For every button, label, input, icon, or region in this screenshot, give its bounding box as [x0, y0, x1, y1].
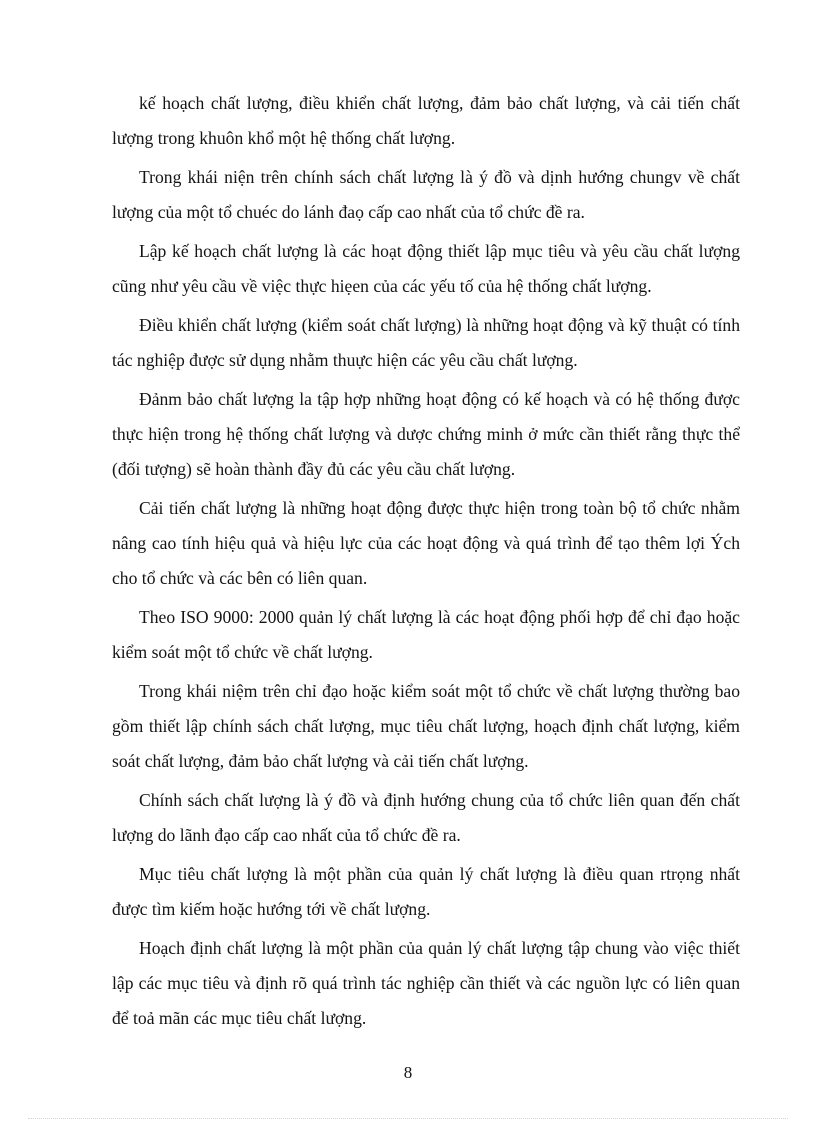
- body-text: [112, 86, 740, 1040]
- paragraph: Điều khiển chất lượng (kiểm soát chất lượng) là những hoạt động và kỹ thuật có tính tác nghiệp được sử dụng nhằm thuực hiện các yêu cầu chất lượng.: [112, 315, 740, 370]
- page-bottom-edge: [28, 1118, 788, 1119]
- paragraph: Hoạch định chất lượng là một phần của quản lý chất lượng tập chung vào việc thiết lập các mục tiêu và định rõ quá trình tác nghiệp cần thiết và các nguồn lực có liên quan để toả mãn các mục tiêu chất lượng.: [112, 938, 740, 1028]
- page-number: 8: [403, 1063, 413, 1082]
- paragraph: Mục tiêu chất lượng là một phần của quản lý chất lượng là điều quan rtrọng nhất được tìm kiếm hoặc hướng tới về chất lượng.: [112, 864, 740, 919]
- paragraph: Chính sách chất lượng là ý đồ và định hướng chung của tổ chức liên quan đến chất lượng do lãnh đạo cấp cao nhất của tổ chức đề ra.: [112, 790, 740, 845]
- paragraph: kế hoạch chất lượng, điều khiển chất lượng, đảm bảo chất lượng, và cải tiến chất lượng trong khuôn khổ một hệ thống chất lượng.: [112, 93, 740, 148]
- paragraph: Cải tiến chất lượng là những hoạt động được thực hiện trong toàn bộ tổ chức nhằm nâng cao tính hiệu quả và hiệu lực của các hoạt động và quá trình để tạo thêm lợi Ých cho tổ chức và các bên có liên quan.: [112, 498, 740, 588]
- paragraph: Trong khái niện trên chính sách chất lượng là ý đồ và dịnh hướng chungv về chất lượng của một tổ chuéc do lánh đaọ cấp cao nhất của tổ chức đề ra.: [112, 167, 740, 222]
- paragraph: Theo ISO 9000: 2000 quản lý chất lượng là các hoạt động phối hợp để chỉ đạo hoặc kiểm soát một tổ chức về chất lượng.: [112, 607, 740, 662]
- paragraph: Trong khái niệm trên chỉ đạo hoặc kiểm soát một tổ chức về chất lượng thường bao gồm thiết lập chính sách chất lượng, mục tiêu chất lượng, hoạch định chất lượng, kiểm soát chất lượng, đảm bảo chất lượng và cải tiến chất lượng.: [112, 681, 740, 771]
- paragraph: Đảnm bảo chất lượng la tập hợp những hoạt động có kế hoạch và có hệ thống được thực hiện trong hệ thống chất lượng và dược chứng minh ở mức cần thiết rằng thực thể (đối tượng) sẽ hoàn thành đầy đủ các yêu cầu chất lượng.: [112, 389, 740, 479]
- paragraph: Lập kế hoạch chất lượng là các hoạt động thiết lập mục tiêu và yêu cầu chất lượng cũng như yêu cầu về việc thực hiẹen của các yếu tố của hệ thống chất lượng.: [112, 241, 740, 296]
